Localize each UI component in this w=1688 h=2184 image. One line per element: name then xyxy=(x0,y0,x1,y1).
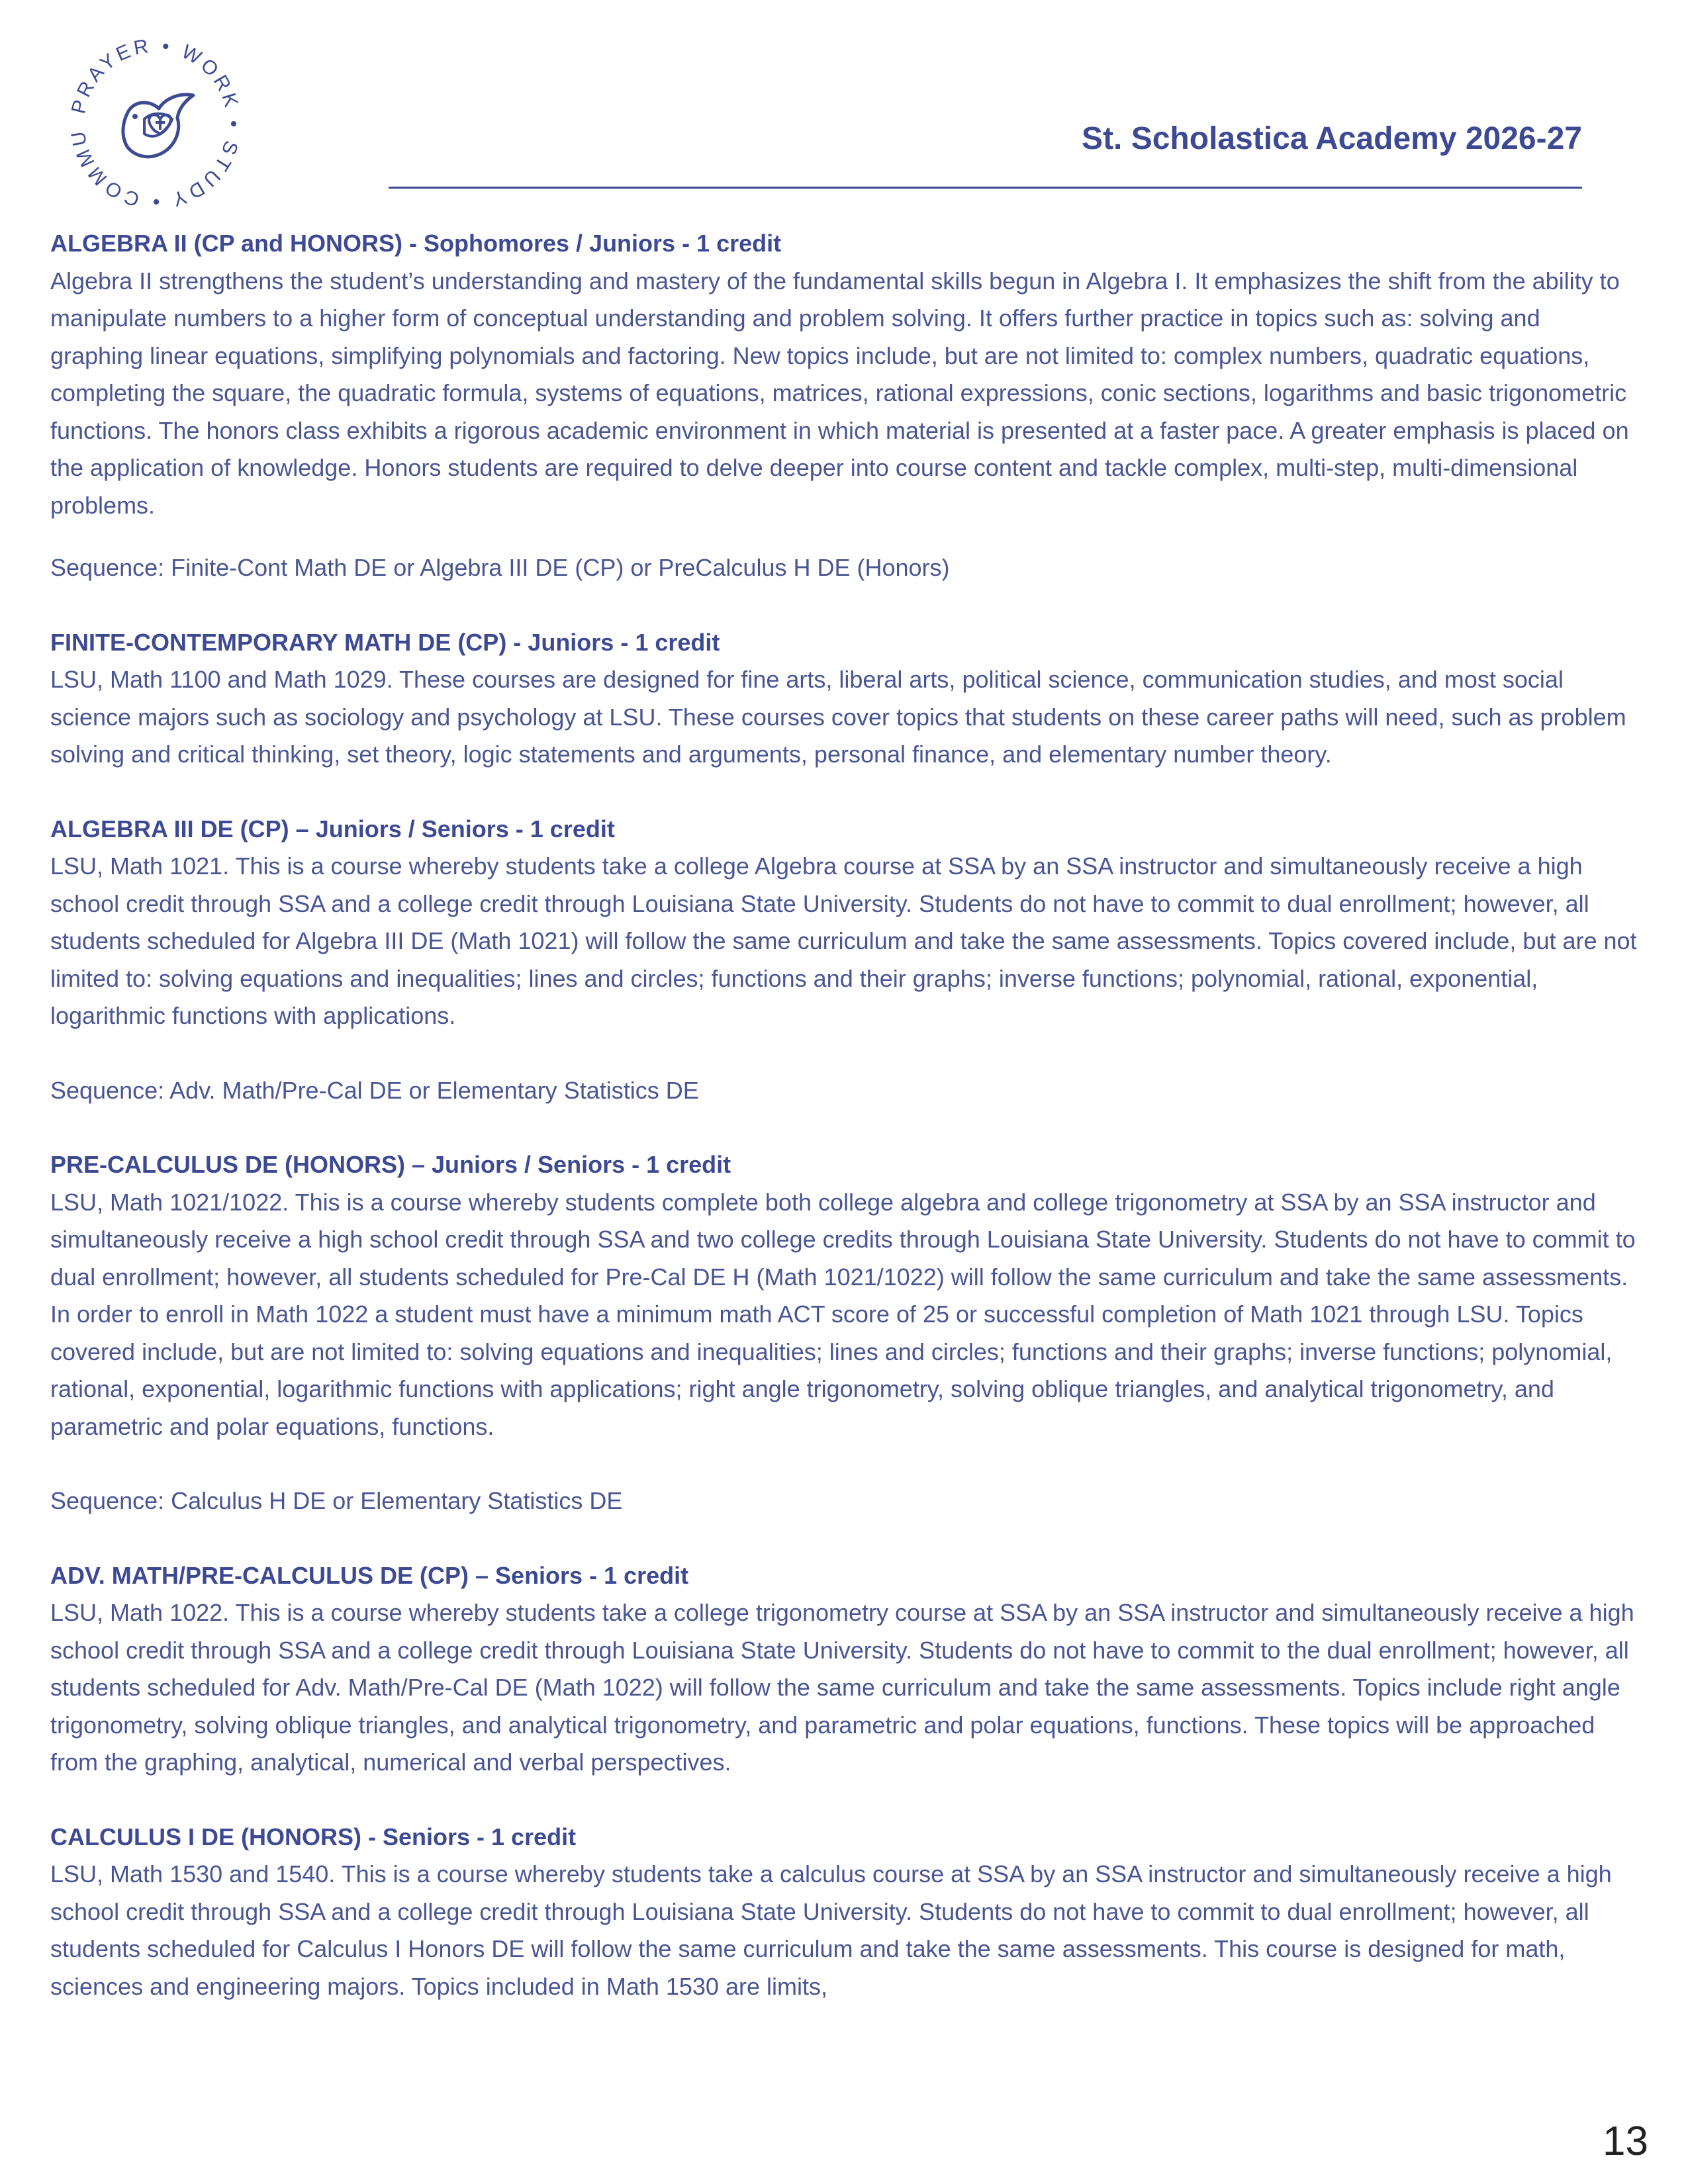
course-algebra-iii xyxy=(50,811,1639,1110)
course-algebra-ii xyxy=(50,225,1639,587)
course-title: ALGEBRA II (CP and HONORS) - Sophomores / Juniors - 1 credit xyxy=(50,230,782,257)
course-adv-math-pre-calculus xyxy=(50,1557,1639,1782)
course-sequence: Sequence: Finite-Cont Math DE or Algebra III DE (CP) or PreCalculus H DE (Honors) xyxy=(50,554,950,581)
header-divider xyxy=(389,187,1582,189)
dove-seal-icon xyxy=(66,34,245,213)
page-header-title: St. Scholastica Academy 2026-27 xyxy=(1082,121,1582,156)
course-finite-contemporary-math xyxy=(50,624,1639,774)
course-description: LSU, Math 1022. This is a course whereby students take a college trigonometry course at SSA by an SSA instructor and simultaneously receive a high school credit through SSA and a college credit through Louisiana State University. Students do not have to commit to the dual enrollment; however, all students scheduled for Adv. Math/Pre-Cal DE (Math 1022) will follow the same curriculum and take the same assessments. Topics include right angle trigonometry, solving oblique triangles, and analytical trigonometry, and parametric and polar equations, functions. These topics will be approached from the graphing, analytical, numerical and verbal perspectives. xyxy=(50,1599,1634,1776)
course-title: ADV. MATH/PRE-CALCULUS DE (CP) – Seniors - 1 credit xyxy=(50,1561,689,1589)
course-pre-calculus xyxy=(50,1146,1639,1520)
course-description: LSU, Math 1100 and Math 1029. These courses are designed for fine arts, liberal arts, political science, communication studies, and most social science majors such as sociology and psychology at LSU. These courses cover topics that students on these career paths will need, such as problem solving and critical thinking, set theory, logic statements and arguments, personal finance, and elementary number theory. xyxy=(50,666,1626,768)
school-logo xyxy=(66,34,245,213)
course-title: PRE-CALCULUS DE (HONORS) – Juniors / Seniors - 1 credit xyxy=(50,1151,731,1178)
course-sequence: Sequence: Adv. Math/Pre-Cal DE or Elementary Statistics DE xyxy=(50,1076,699,1104)
course-description: LSU, Math 1530 and 1540. This is a course whereby students take a calculus course at SSA by an SSA instructor and simultaneously receive a high school credit through SSA and a college credit through Louisiana State University. Students do not have to commit to dual enrollment; however, all students scheduled for Calculus I Honors DE will follow the same curriculum and take the same assessments. This course is designed for math, sciences and engineering majors. Topics included in Math 1530 are limits, xyxy=(50,1860,1612,2000)
course-title: ALGEBRA III DE (CP) – Juniors / Seniors - 1 credit xyxy=(50,815,615,842)
course-description: Algebra II strengthens the student’s understanding and mastery of the fundamental skills begun in Algebra I. It emphasizes the shift from the ability to manipulate numbers to a higher form of conceptual understanding and problem solving. It offers further practice in topics such as: solving and graphing linear equations, simplifying polynomials and factoring. New topics include, but are not limited to: complex numbers, quadratic equations, completing the square, the quadratic formula, systems of equations, matrices, rational expressions, conic sections, logarithms and basic trigonometric functions. The honors class exhibits a rigorous academic environment in which material is presented at a faster pace. A greater emphasis is placed on the application of knowledge. Honors students are required to delve deeper into course content and tackle complex, multi-step, multi-dimensional problems. xyxy=(50,267,1629,519)
course-title: CALCULUS I DE (HONORS) - Seniors - 1 credit xyxy=(50,1823,577,1850)
page-number: 13 xyxy=(1603,2118,1648,2164)
logo-motto xyxy=(66,34,244,212)
course-description: LSU, Math 1021. This is a course whereby students take a college Algebra course at SSA by an SSA instructor and simultaneously receive a high school credit through SSA and a college credit through Louisiana State University. Students do not have to commit to dual enrollment; however, all students scheduled for Algebra III DE (Math 1021) will follow the same curriculum and take the same assessments. Topics covered include, but are not limited to: solving equations and inequalities; lines and circles; functions and their graphs; inverse functions; polynomial, rational, exponential, logarithmic functions with applications. xyxy=(50,852,1637,1029)
logo-motto-path: PRAYER • WORK • STUDY • COMMU xyxy=(66,34,245,213)
course-calculus-i xyxy=(50,1819,1639,2006)
course-sequence: Sequence: Calculus H DE or Elementary Statistics DE xyxy=(50,1487,623,1514)
course-title: FINITE-CONTEMPORARY MATH DE (CP) - Juniors - 1 credit xyxy=(50,628,720,656)
course-description: LSU, Math 1021/1022. This is a course whereby students complete both college algebra and college trigonometry at SSA by an SSA instructor and simultaneously receive a high school credit through SSA and two college credits through Louisiana State University. Students do not have to commit to dual enrollment; however, all students scheduled for Pre-Cal DE H (Math 1021/1022) will follow the same curriculum and take the same assessments. In order to enroll in Math 1022 a student must have a minimum math ACT score of 25 or successful completion of Math 1021 through LSU. Topics covered include, but are not limited to: solving equations and inequalities; lines and circles; functions and their graphs; inverse functions; polynomial, rational, exponential, logarithmic functions with applications; right angle trigonometry, solving oblique triangles, and analytical trigonometry, and parametric and polar equations, functions. xyxy=(50,1188,1636,1440)
course-list xyxy=(50,225,1639,2042)
